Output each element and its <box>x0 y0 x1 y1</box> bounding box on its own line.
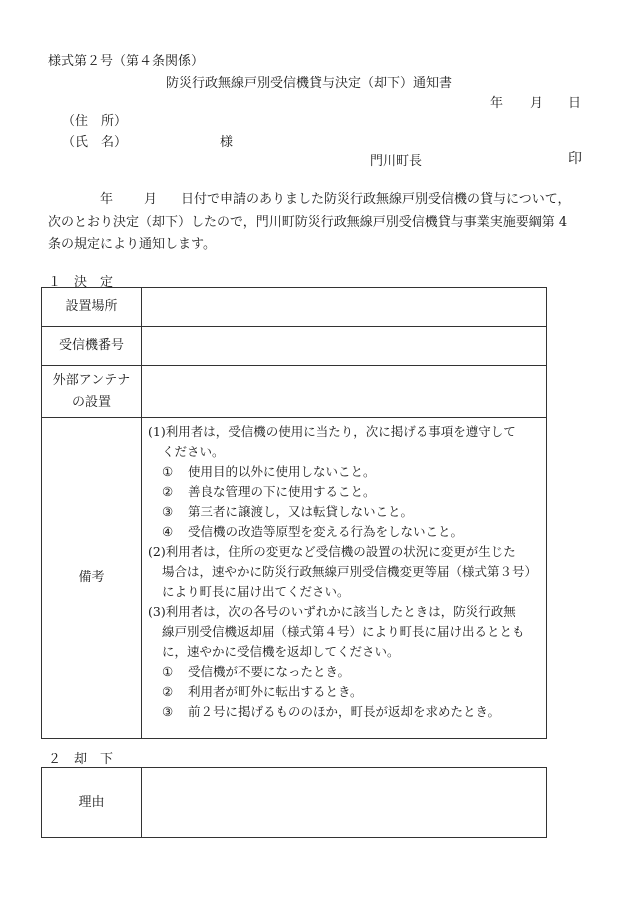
note-1-line-2: ください。 <box>162 444 225 459</box>
body-year: 年 <box>100 192 114 207</box>
receiver-number-label: 受信機番号 <box>42 327 142 366</box>
body-line-2: 次のとおり決定（却下）したので，門川町防災行政無線戸別受信機貸与事業実施要綱第 4 <box>48 215 568 230</box>
note-2-line-1: (2)利用者は，住所の変更など受信機の設置の状況に変更が生じた <box>148 544 516 559</box>
body-month: 月 <box>144 192 158 207</box>
note-1-item: ② 善良な管理の下に使用すること。 <box>162 484 376 499</box>
form-number: 様式第２号（第４条関係） <box>48 54 205 69</box>
note-2-line-2: 場合は，速やかに防災行政無線戸別受信機変更等届（様式第３号） <box>162 564 538 579</box>
section-rejection-heading: ２ 却 下 <box>48 752 114 767</box>
honorific: 様 <box>220 135 234 150</box>
section-decision-heading: １ 決 定 <box>48 275 114 290</box>
rejection-table <box>41 767 547 838</box>
external-antenna-label <box>42 366 142 418</box>
reason-label: 理由 <box>42 768 142 838</box>
installation-place-field[interactable] <box>142 288 547 327</box>
note-1-line-1: (1)利用者は，受信機の使用に当たり，次に掲げる事項を遵守して <box>148 424 516 439</box>
date-day-label: 日 <box>568 96 582 111</box>
note-3-item: ② 利用者が町外に転出するとき。 <box>162 684 363 699</box>
body-line-1: 日付で申請のありました防災行政無線戸別受信機の貸与について， <box>181 192 571 207</box>
note-1-item: ① 使用目的以外に使用しないこと。 <box>162 464 376 479</box>
note-3-item: ① 受信機が不要になったとき。 <box>162 664 351 679</box>
external-antenna-field[interactable] <box>142 366 547 418</box>
date-month-label: 月 <box>530 96 544 111</box>
decision-table <box>41 287 547 739</box>
row-reason <box>42 768 547 838</box>
note-1-item: ④ 受信機の改造等原型を変える行為をしないこと。 <box>162 524 464 539</box>
notes-content <box>142 418 547 739</box>
note-3-line-3: に，速やかに受信機を返却してください。 <box>162 644 400 659</box>
note-3-line-2: 線戸別受信機返却届（様式第４号）により町長に届け出るととも <box>162 624 525 639</box>
row-installation-place <box>42 288 547 327</box>
reason-field[interactable] <box>142 768 547 838</box>
row-receiver-number <box>42 327 547 366</box>
document-title: 防災行政無線戸別受信機貸与決定（却下）通知書 <box>166 76 453 91</box>
address-label: （住 所） <box>62 114 128 129</box>
note-3-line-1: (3)利用者は，次の各号のいずれかに該当したときは，防災行政無 <box>148 604 516 619</box>
external-antenna-label-line2: の設置 <box>71 394 111 410</box>
note-1-item: ③ 第三者に譲渡し，又は転貸しないこと。 <box>162 504 414 519</box>
seal-mark: 印 <box>568 151 582 167</box>
note-2-line-3: により町長に届け出てください。 <box>162 584 350 599</box>
note-3-item: ③ 前２号に掲げるもののほか，町長が返却を求めたとき。 <box>162 704 501 719</box>
notes-label: 備考 <box>42 418 142 739</box>
name-label: （氏 名） <box>62 135 128 150</box>
external-antenna-label-line1: 外部アンテナ <box>52 372 131 388</box>
row-external-antenna <box>42 366 547 418</box>
issuer-name: 門川町長 <box>370 154 423 169</box>
installation-place-label: 設置場所 <box>42 288 142 327</box>
body-line-3: 条の規定により通知します。 <box>48 237 216 252</box>
receiver-number-field[interactable] <box>142 327 547 366</box>
row-notes <box>42 418 547 739</box>
date-year-label: 年 <box>490 96 504 111</box>
